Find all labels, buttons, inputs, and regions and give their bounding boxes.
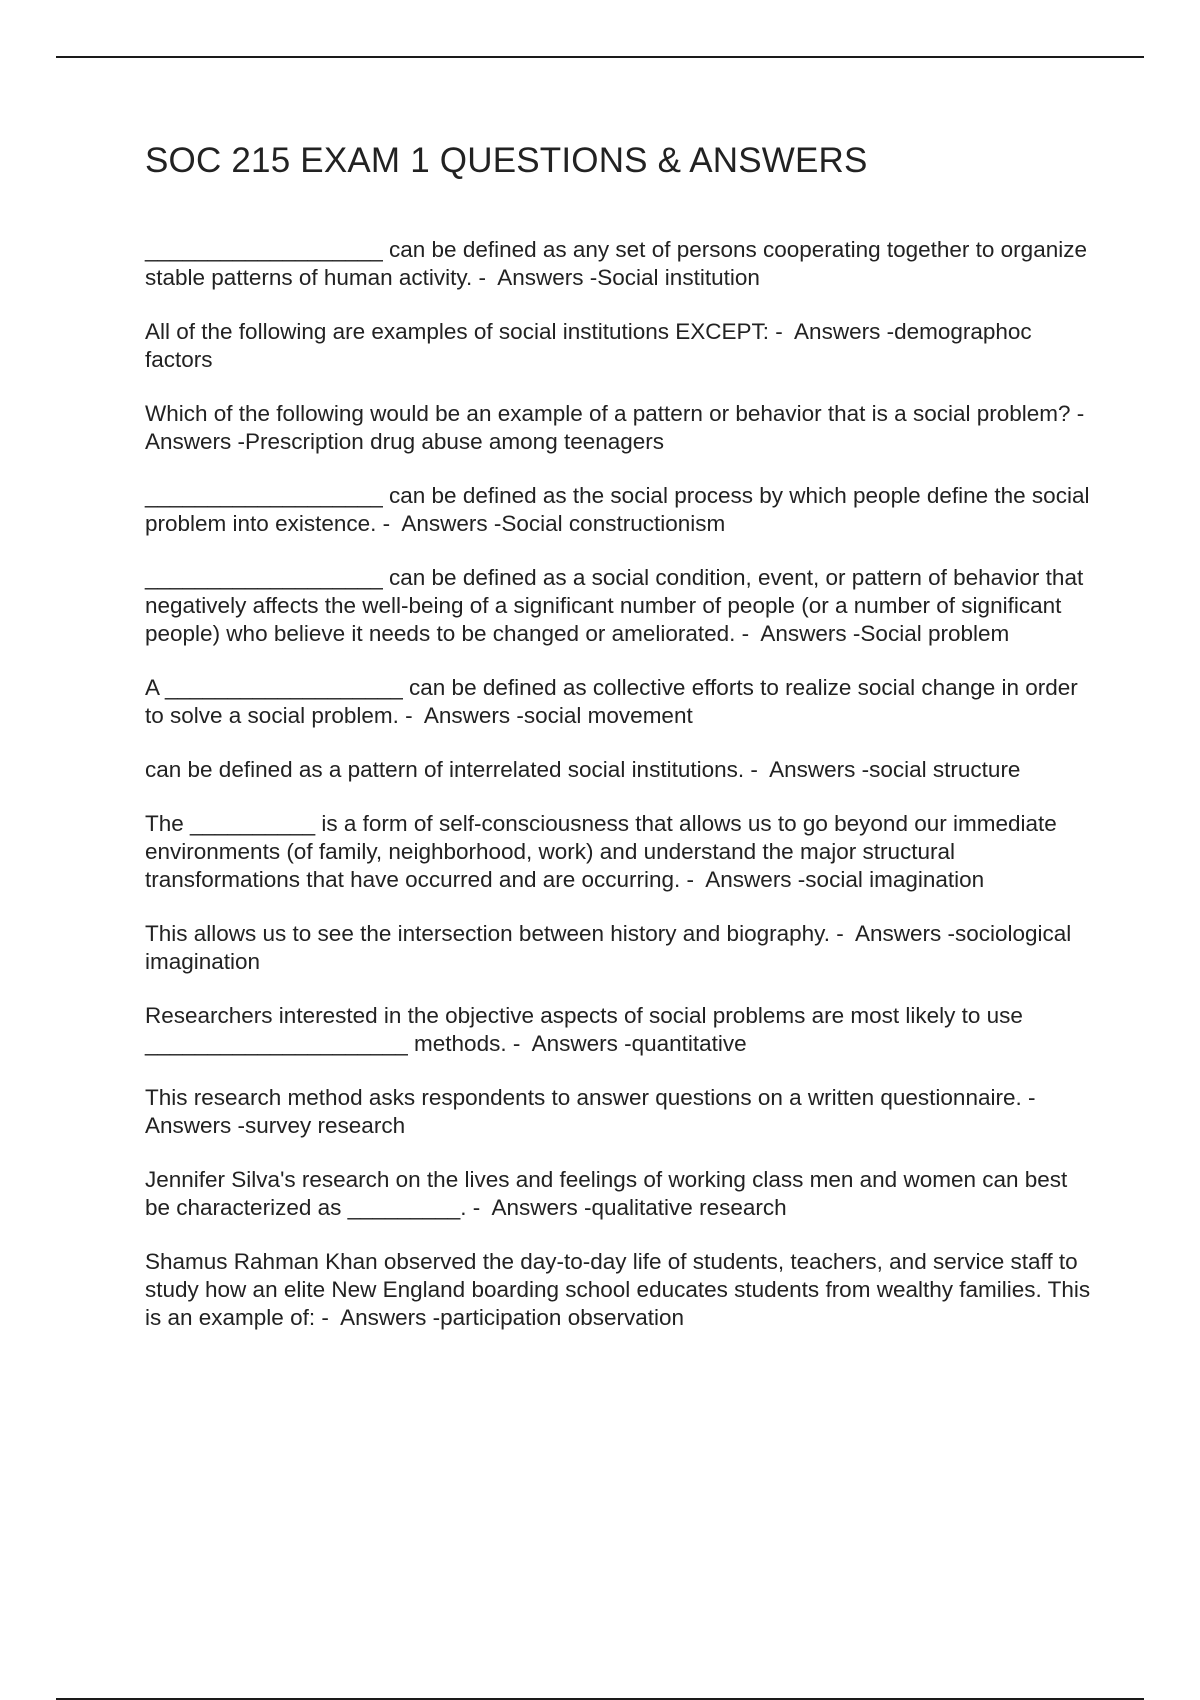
- qa-item: The __________ is a form of self-consciousness that allows us to go beyond our immediate environments (of family, neighborhood, work) and understand the major structural transformations that have occurred and are occurring. - Answers -social imagination: [145, 811, 1064, 892]
- qa-item: All of the following are examples of social institutions EXCEPT: - Answers -demographoc factors: [145, 319, 1038, 372]
- qa-item: Researchers interested in the objective aspects of social problems are most likely to use _____________________ methods. - Answers -quantitative: [145, 1003, 1030, 1056]
- qa-item: ___________________ can be defined as a social condition, event, or pattern of behavior that negatively affects the well-being of a significant number of people (or a number of significant people) who believe it needs to be changed or ameliorated. - Answers -Social problem: [145, 565, 1090, 646]
- qa-item: can be defined as a pattern of interrelated social institutions. - Answers -social structure: [145, 757, 1021, 782]
- qa-item: Shamus Rahman Khan observed the day-to-day life of students, teachers, and service staff to study how an elite New England boarding school educates students from wealthy families. This is an example of: - Answers -participation observation: [145, 1249, 1097, 1330]
- qa-item: ___________________ can be defined as any set of persons cooperating together to organize stable patterns of human activity. - Answers -Social institution: [145, 237, 1094, 290]
- qa-item: This research method asks respondents to answer questions on a written questionnaire. - Answers -survey research: [145, 1085, 1047, 1138]
- top-rule: [56, 56, 1144, 58]
- qa-item: A ___________________ can be defined as collective efforts to realize social change in order to solve a social problem. - Answers -social movement: [145, 675, 1085, 728]
- qa-item: ___________________ can be defined as the social process by which people define the social problem into existence. - Answers -Social constructionism: [145, 483, 1096, 536]
- document-title: SOC 215 EXAM 1 QUESTIONS & ANSWERS: [145, 141, 868, 180]
- qa-item: Which of the following would be an example of a pattern or behavior that is a social problem? - Answers -Prescription drug abuse among teenagers: [145, 401, 1096, 454]
- document-body: [145, 140, 1095, 1358]
- qa-item: This allows us to see the intersection between history and biography. - Answers -sociological imagination: [145, 921, 1078, 974]
- qa-item: Jennifer Silva's research on the lives and feelings of working class men and women can best be characterized as _________. - Answers -qualitative research: [145, 1167, 1074, 1220]
